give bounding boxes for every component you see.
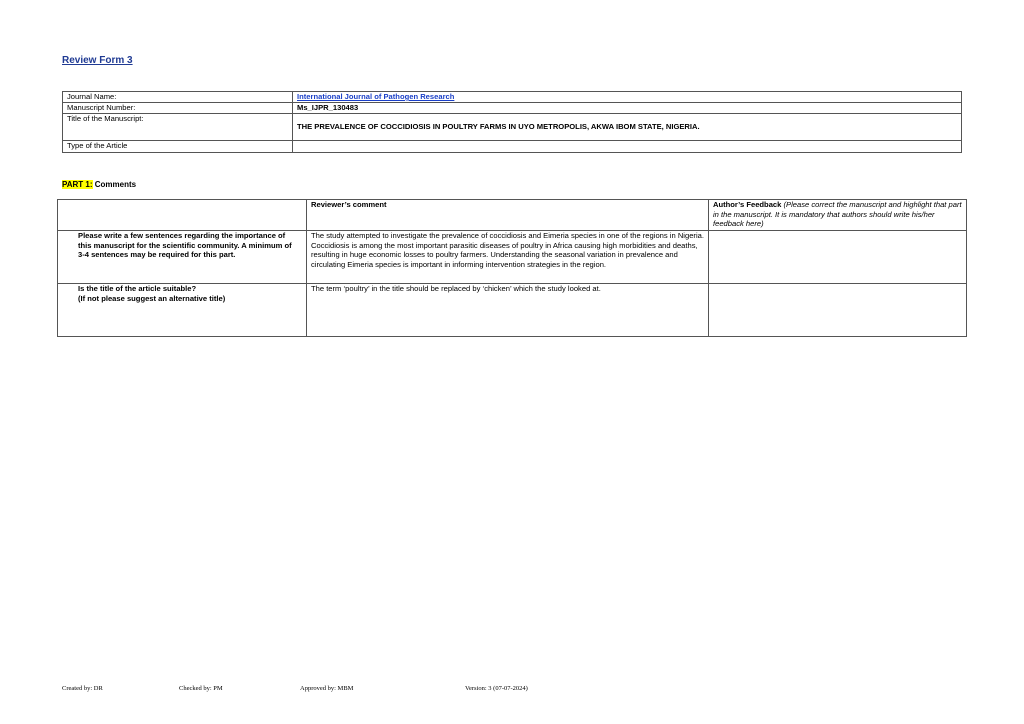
journal-link[interactable]: International Journal of Pathogen Research — [297, 92, 455, 101]
manuscript-title-label: Title of the Manuscript: — [63, 114, 293, 141]
part-heading — [62, 180, 136, 189]
author-feedback-cell[interactable] — [709, 284, 967, 337]
journal-value-cell — [293, 92, 962, 103]
footer-approved-by: Approved by: MBM — [300, 685, 354, 692]
comments-header-row — [58, 200, 967, 231]
table-row — [58, 284, 967, 337]
manuscript-title-value: THE PREVALENCE OF COCCIDIOSIS IN POULTRY FARMS IN UYO METROPOLIS, AKWA IBOM STATE, NIGERIA. — [297, 122, 700, 131]
author-feedback-instructions: (Please correct the manuscript and highlight that part in the manuscript. It is mandatory that authors should write his/her feedback here) — [713, 200, 962, 229]
article-type-row — [63, 141, 962, 153]
header-empty-cell — [58, 200, 307, 231]
comments-table — [57, 199, 967, 337]
form-title: Review Form 3 — [62, 55, 133, 66]
part-label: PART 1: — [62, 180, 93, 189]
journal-row — [63, 92, 962, 103]
author-feedback-cell[interactable] — [709, 231, 967, 284]
header-reviewer-comment: Reviewer’s comment — [307, 200, 709, 231]
reviewer-comment-cell: The study attempted to investigate the prevalence of coccidiosis and Eimeria species in one of the regions in Nigeria. Coccidiosis is among the most important parasitic diseases of poultry in Africa causing high morbidities and deaths, resulting in huge economic losses to poultry farmers. Understanding the seasonal variation in prevalence and circulating Eimeria species is important in informing intervention strategies in the region. — [307, 231, 709, 284]
manuscript-title-row — [63, 114, 962, 141]
footer-version: Version: 3 (07-07-2024) — [465, 685, 528, 692]
journal-label: Journal Name: — [63, 92, 293, 103]
reviewer-comment-cell: The term ‘poultry’ in the title should be replaced by ‘chicken’ which the study looked at. — [307, 284, 709, 337]
manuscript-title-cell — [293, 114, 962, 141]
question-cell: Is the title of the article suitable? (If not please suggest an alternative title) — [58, 284, 307, 337]
manuscript-info-table — [62, 91, 962, 153]
header-author-feedback — [709, 200, 967, 231]
footer-checked-by: Checked by: PM — [179, 685, 223, 692]
author-feedback-title: Author’s Feedback — [713, 200, 782, 209]
manuscript-number-row — [63, 103, 962, 114]
article-type-value — [293, 141, 962, 153]
article-type-label: Type of the Article — [63, 141, 293, 153]
table-row — [58, 231, 967, 284]
footer-created-by: Created by: DR — [62, 685, 103, 692]
part-title: Comments — [92, 180, 137, 189]
manuscript-number-label: Manuscript Number: — [63, 103, 293, 114]
question-cell: Please write a few sentences regarding the importance of this manuscript for the scientific community. A minimum of 3-4 sentences may be required for this part. — [58, 231, 307, 284]
manuscript-number-value: Ms_IJPR_130483 — [293, 103, 962, 114]
